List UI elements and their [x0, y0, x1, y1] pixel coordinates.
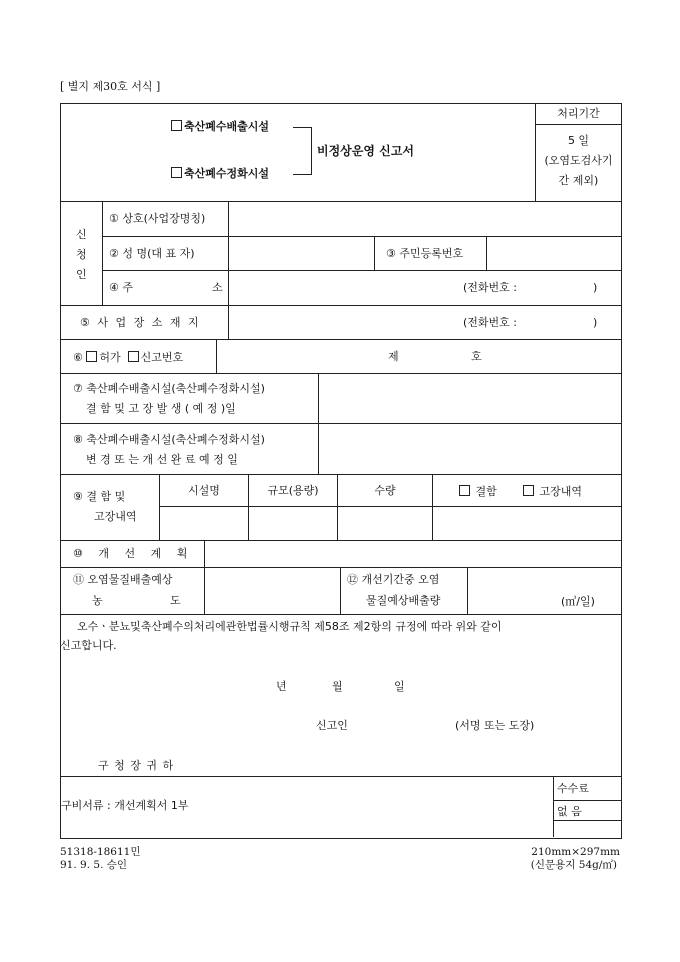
expected-discharge-field[interactable]: [468, 568, 620, 613]
declaration-text-2: 신고합니다.: [60, 639, 117, 652]
facility-cell[interactable]: [160, 507, 247, 539]
concentration-field[interactable]: [205, 568, 339, 613]
applicant-label-3: 인: [76, 268, 87, 281]
date-month: 월: [332, 680, 343, 693]
processing-note-1: (오염도검사기: [544, 154, 613, 167]
address-label-b: 소: [212, 281, 223, 294]
expected-discharge-label-2: 물질예상배출량: [366, 594, 441, 607]
permit-label: ⑥ 허가 신고번호: [73, 351, 184, 364]
form-title: 비정상운영 신고서: [317, 144, 414, 158]
permit-checkbox[interactable]: [86, 351, 97, 362]
col-facility: 시설명: [188, 484, 220, 497]
change-date-label-2: 변 경 또 는 개 선 완 료 예 정 일: [86, 453, 238, 466]
address-label-a: ④ 주: [109, 281, 133, 294]
scale-cell[interactable]: [249, 507, 336, 539]
malfunction-checkbox[interactable]: 고장내역: [523, 485, 582, 497]
change-date-field[interactable]: [319, 424, 620, 473]
permit-je: 제: [388, 350, 399, 363]
fault-date-label-2: 결 함 및 고 장 발 생 ( 예 정 )일: [86, 402, 236, 415]
permit-ho: 호: [471, 350, 482, 363]
report-number-checkbox[interactable]: [128, 351, 139, 362]
form-code: 51318-18611민: [60, 846, 141, 858]
concentration-label-2a: 농: [92, 594, 103, 607]
site-location-field[interactable]: [229, 306, 620, 338]
rrn-label: ③ 주민등록번호: [386, 247, 464, 260]
site-phone-label: (전화번호 :: [463, 316, 517, 329]
approval-date: 91. 9. 5. 승인: [60, 859, 128, 871]
addressee: 구 청 장 귀 하: [98, 759, 175, 772]
applicant-label-2: 청: [76, 248, 87, 261]
processing-note-2: 간 제외): [558, 174, 599, 187]
expected-discharge-label-1: ⑫ 개선기간중 오염: [347, 573, 440, 586]
signature-label: (서명 또는 도장): [455, 719, 535, 732]
required-documents: 구비서류 : 개선계획서 1부: [61, 799, 189, 812]
qty-cell[interactable]: [338, 507, 431, 539]
trade-name-label: ① 상호(사업장명칭): [109, 212, 206, 225]
concentration-label-2b: 도: [170, 594, 181, 607]
fault-date-field[interactable]: [319, 374, 620, 422]
fee-value: 없 음: [557, 805, 582, 818]
processing-label: 처리기간: [557, 107, 600, 120]
applicant-phone-label: (전화번호 :: [463, 281, 517, 294]
title-item-discharge[interactable]: 축산폐수배출시설: [171, 120, 269, 132]
defects-label-2: 고장내역: [94, 510, 137, 523]
fault-date-label-1: ⑦ 축산폐수배출시설(축산폐수정화시설): [73, 382, 265, 395]
col-scale: 규모(용량): [267, 484, 319, 497]
site-phone-close: ): [593, 316, 598, 329]
reporter-label: 신고인: [316, 719, 348, 732]
paper-size: 210mm×297mm: [531, 846, 620, 858]
declaration-text-1: 오수ㆍ분뇨및축산폐수의처리에관한법률시행규칙 제58조 제2항의 규정에 따라 위와 같이: [77, 620, 502, 633]
defect-detail-cell[interactable]: [433, 507, 620, 539]
defect-checkbox[interactable]: 결함: [459, 485, 497, 497]
representative-field[interactable]: [229, 237, 373, 269]
discharge-unit: (㎥/일): [561, 595, 595, 608]
improvement-field[interactable]: [205, 541, 620, 566]
rrn-field[interactable]: [487, 237, 620, 269]
col-qty: 수량: [374, 484, 396, 497]
date-year: 년: [276, 680, 287, 693]
form-number: [ 별지 제30호 서식 ]: [60, 80, 161, 93]
improvement-label: ⑩ 개 선 계 획: [73, 547, 194, 560]
paper-type: (신문용지 54g/㎡): [530, 859, 617, 871]
title-item-treatment[interactable]: 축산폐수정화시설: [171, 167, 269, 179]
applicant-phone-close: ): [593, 281, 598, 294]
fee-label: 수수료: [557, 782, 589, 795]
site-location-label: ⑤ 사 업 장 소 재 지: [80, 316, 201, 329]
processing-days: 5 일: [567, 134, 590, 147]
trade-name-field[interactable]: [229, 202, 620, 235]
change-date-label-1: ⑧ 축산폐수배출시설(축산폐수정화시설): [73, 433, 265, 446]
concentration-label-1: ⑪ 오염물질배출예상: [73, 573, 173, 586]
address-field[interactable]: [229, 271, 620, 304]
date-day: 일: [394, 680, 405, 693]
representative-label: ② 성 명(대 표 자): [109, 247, 195, 260]
defects-label-1: ⑨ 결 함 및: [73, 490, 126, 503]
applicant-label-1: 신: [76, 228, 87, 241]
